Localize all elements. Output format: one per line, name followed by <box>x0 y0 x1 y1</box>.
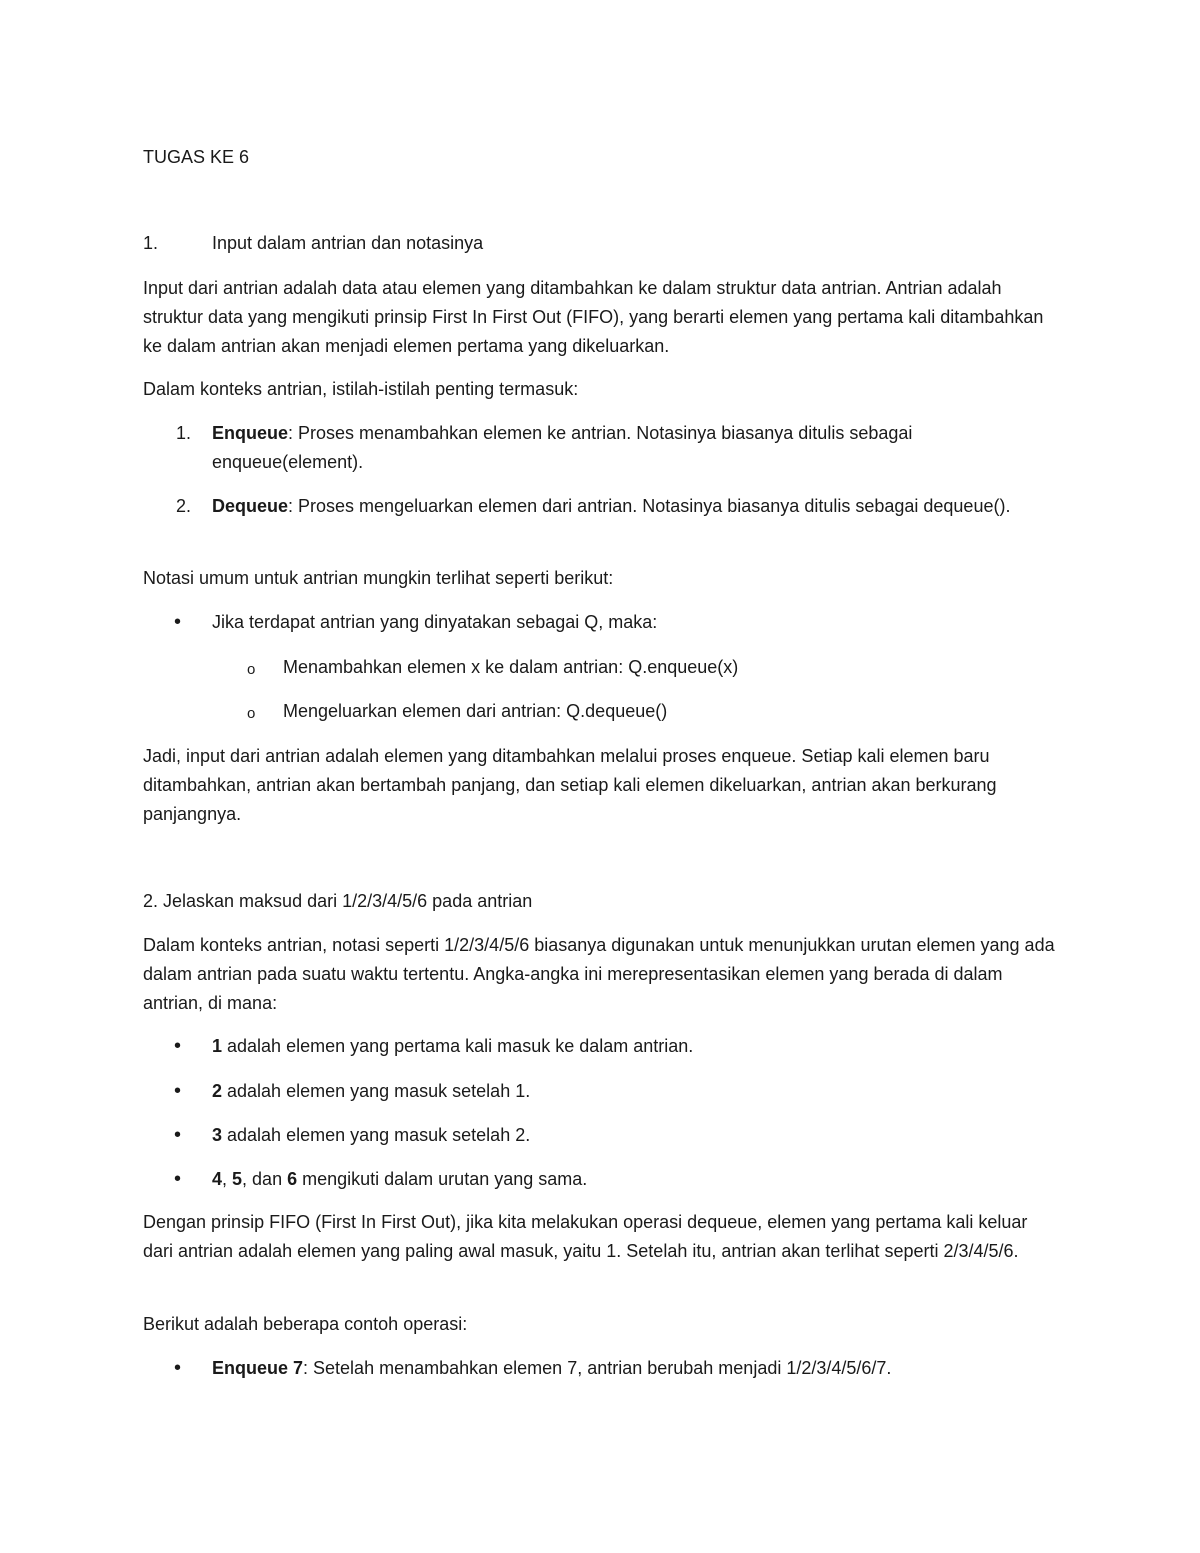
bullet-icon: • <box>174 611 182 633</box>
element-1-label: 1 <box>212 1036 223 1056</box>
term-enqueue-label: Enqueue <box>212 423 289 443</box>
bullet-icon: • <box>174 1168 182 1190</box>
element-3-desc: adalah elemen yang masuk setelah 2. <box>222 1125 531 1145</box>
term-dequeue-label: Dequeue <box>212 496 289 516</box>
element-4-6-desc: mengikuti dalam urutan yang sama. <box>297 1169 588 1189</box>
separator: , dan <box>242 1169 288 1189</box>
section1-paragraph-1: Input dari antrian adalah data atau elemen yang ditambahkan ke dalam struktur data antrian. Antrian adalah struktur data yang mengikuti prinsip First In First Out (FIFO), yang berarti elemen yang pertama kali ditambahkan ke dalam antrian akan menjadi elemen pertama yang dikeluarkan. <box>143 278 1044 356</box>
term-dequeue-desc: : Proses mengeluarkan elemen dari antrian. Notasinya biasanya ditulis sebagai dequeue(). <box>288 496 1011 516</box>
section1-heading: Input dalam antrian dan notasinya <box>212 233 484 253</box>
term-enqueue-desc: : Proses menambahkan elemen ke antrian. Notasinya biasanya ditulis sebagai enqueue(element). <box>212 423 913 472</box>
bullet-element-1 <box>212 1032 693 1061</box>
document-title: TUGAS KE 6 <box>143 147 250 167</box>
bullet-icon: • <box>174 1035 182 1057</box>
element-2-desc: adalah elemen yang masuk setelah 1. <box>222 1081 531 1101</box>
term-enqueue <box>212 419 1032 477</box>
bullet-icon: • <box>174 1357 182 1379</box>
element-2-label: 2 <box>212 1081 223 1101</box>
operation-desc: : Setelah menambahkan elemen 7, antrian berubah menjadi 1/2/3/4/5/6/7. <box>303 1358 892 1378</box>
section1-paragraph-3: Notasi umum untuk antrian mungkin terlihat seperti berikut: <box>143 568 614 588</box>
bullet-queue-q: Jika terdapat antrian yang dinyatakan sebagai Q, maka: <box>212 612 658 632</box>
sub-bullet-icon: o <box>247 705 256 722</box>
section1-paragraph-4: Jadi, input dari antrian adalah elemen yang ditambahkan melalui proses enqueue. Setiap kali elemen baru ditambahkan, antrian akan bertambah panjang, dan setiap kali elemen dikeluarkan, antrian akan berkurang panjangnya. <box>143 746 997 824</box>
bullet-element-3 <box>212 1121 530 1150</box>
section1-paragraph-2: Dalam konteks antrian, istilah-istilah penting termasuk: <box>143 379 579 399</box>
bullet-icon: • <box>174 1124 182 1146</box>
bullet-element-4-6 <box>212 1165 587 1194</box>
bullet-element-2 <box>212 1077 530 1106</box>
section1-number: 1. <box>143 233 159 253</box>
element-4-label: 4 <box>212 1169 223 1189</box>
sub-bullet-enqueue: Menambahkan elemen x ke dalam antrian: Q.enqueue(x) <box>283 657 739 677</box>
bullet-enqueue-7 <box>212 1354 891 1383</box>
section2-heading: 2. Jelaskan maksud dari 1/2/3/4/5/6 pada antrian <box>143 891 533 911</box>
section2-paragraph-2: Dengan prinsip FIFO (First In First Out), jika kita melakukan operasi dequeue, elemen yang pertama kali keluar dari antrian adalah elemen yang paling awal masuk, yaitu 1. Setelah itu, antrian akan terlihat seperti 2/3/4/5/6. <box>143 1212 1028 1261</box>
sub-bullet-icon: o <box>247 661 256 678</box>
bullet-icon: • <box>174 1080 182 1102</box>
term-dequeue <box>212 492 1032 521</box>
operation-label: Enqueue 7 <box>212 1358 304 1378</box>
section2-paragraph-1: Dalam konteks antrian, notasi seperti 1/2/3/4/5/6 biasanya digunakan untuk menunjukkan urutan elemen yang ada dalam antrian pada suatu waktu tertentu. Angka-angka ini merepresentasikan elemen yang berada di dalam antrian, di mana: <box>143 935 1055 1013</box>
term-number-1: 1. <box>176 423 192 443</box>
element-3-label: 3 <box>212 1125 223 1145</box>
term-number-2: 2. <box>176 496 192 516</box>
section2-paragraph-3: Berikut adalah beberapa contoh operasi: <box>143 1314 468 1334</box>
separator: , <box>222 1169 233 1189</box>
element-1-desc: adalah elemen yang pertama kali masuk ke dalam antrian. <box>222 1036 694 1056</box>
sub-bullet-dequeue: Mengeluarkan elemen dari antrian: Q.dequeue() <box>283 701 668 721</box>
element-5-label: 5 <box>232 1169 243 1189</box>
element-6-label: 6 <box>287 1169 298 1189</box>
